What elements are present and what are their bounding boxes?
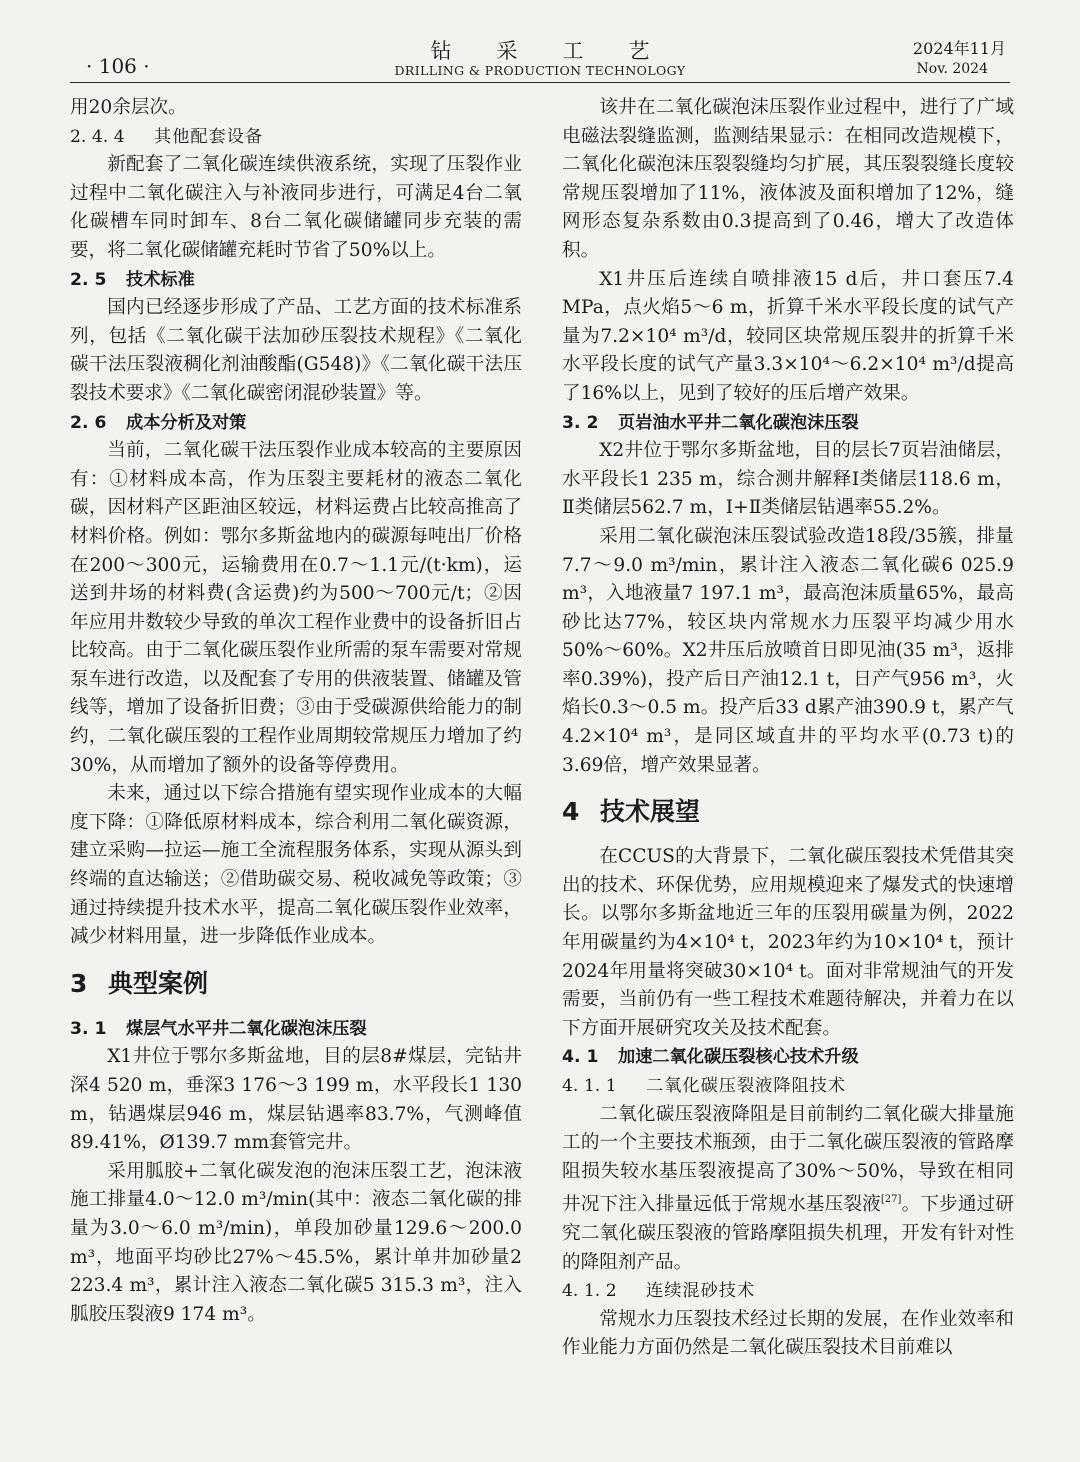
section-heading-3-2: [562, 409, 1014, 438]
heading-title: 技术标准: [126, 269, 195, 290]
section-heading-2-6: [70, 409, 522, 438]
paragraph: X1井位于鄂尔多斯盆地，目的层8#煤层，完钻井深4 520 m，垂深3 176～3 199 m，水平段长1 130 m，钻遇煤层946 m，煤层钻遇率83.7%，气测峰值89.41%，Ø139.7 mm套管完井。: [70, 1046, 522, 1154]
heading-title: 煤层气水平井二氧化碳泡沫压裂: [126, 1018, 367, 1039]
heading-number: 4. 1. 1: [562, 1076, 617, 1096]
heading-number: 4: [562, 797, 580, 827]
paragraph: X2井位于鄂尔多斯盆地，目的层长7页岩油储层，水平段长1 235 m，综合测井解释Ⅰ类储层118.6 m，Ⅱ类储层562.7 m，Ⅰ+Ⅱ类储层钻遇率55.2%。: [562, 440, 1014, 519]
heading-number: 3. 2: [562, 412, 599, 433]
heading-number: 2. 4. 4: [70, 126, 125, 147]
heading-number: 3: [70, 968, 88, 998]
heading-title: 二氧化碳压裂液降阻技术: [646, 1076, 847, 1096]
heading-number: 4. 1. 2: [562, 1281, 617, 1302]
paragraph: 该井在二氧化碳泡沫压裂作业过程中，进行了广域电磁法裂缝监测，监测结果显示：在相同改造规模下，二氧化化碳泡沫压裂裂缝均匀扩展，其压裂裂缝长度较常规压裂增加了11%，液体波及面积增加了12%，缝网形态复杂系数由0.3提高到了0.46，增大了改造体积。: [562, 97, 1014, 261]
paragraph: 采用二氧化碳泡沫压裂试验改造18段/35簇，排量7.7～9.0 m³/min，累计注入液态二氧化碳6 025.9 m³，入地液量7 197.1 m³，最高泡沫质量65%，最高砂比达77%，较区块内常规水力压裂平均减少用水50%～60%。X2井压后放喷首日即见油(35 m³，返排率0.39%)，投产后日产油12.1 t，日产气956 m³，火焰长0.3～0.5 m。投产后33 d累产油390.9 t，累产气4.2×10⁴ m³，是同区域直井的平均水平(0.73 t)的3.69倍，增产效果显著。: [562, 525, 1014, 776]
paragraph: 国内已经逐步形成了产品、工艺方面的技术标准系列，包括《二氧化碳干法加砂压裂技术规程》《二氧化碳干法压裂液稠化剂油酸酯(G548)》《二氧化碳干法压裂技术要求》《二氧化碳密闭混砂装置》等。: [70, 297, 522, 404]
paragraph: X1井压后连续自喷排液15 d后，井口套压7.4 MPa，点火焰5～6 m，折算千米水平段长度的试气产量为7.2×10⁴ m³/d，较同区块常规压裂井的折算千米水平段长度的试气产量3.3×10⁴～6.2×10⁴ m³/d提高了16%以上，见到了较好的压后增产效果。: [562, 268, 1014, 404]
right-column: [562, 94, 1014, 1363]
left-column: [70, 94, 522, 1329]
paragraph: 未来，通过以下综合措施有望实现作业成本的大幅度下降：①降低原材料成本，综合利用二氧化碳资源，建立采购—拉运—施工全流程服务体系，实现从源头到终端的直达输送；②借助碳交易、税收减免等政策；③通过持续提升技术水平，提高二氧化碳压裂作业效率，减少材料用量，进一步降低作业成本。: [70, 783, 522, 948]
subsection-heading-4-1-1: [562, 1072, 1014, 1101]
citation-reference[interactable]: [27]: [880, 1194, 902, 1206]
heading-number: 2. 6: [70, 412, 107, 433]
heading-number: 2. 5: [70, 269, 107, 290]
paragraph: 新配套了二氧化碳连续供液系统，实现了压裂作业过程中二氧化碳注入与补液同步进行，可满足4台二氧化碳槽车同时卸车、8台二氧化碳储罐同步充装的需要，将二氧化碳储罐充耗时节省了50%以上。: [70, 154, 522, 261]
heading-title: 典型案例: [108, 968, 209, 998]
section-heading-2-5: [70, 266, 522, 295]
paragraph-text: 二氧化碳压裂液降阻是目前制约二氧化碳大排量施工的一个主要技术瓶颈，由于二氧化碳压裂液的管路摩阻损失较水基压裂液提高了30%～50%，导致在相同井况下注入排量远低于常规水基压裂液: [562, 1103, 1014, 1216]
chapter-heading-3: [70, 968, 522, 1000]
section-heading-3-1: [70, 1015, 522, 1044]
paragraph-with-citation: [562, 1101, 1014, 1278]
heading-number: 3. 1: [70, 1018, 107, 1039]
issue-date-cn: 2024年11月: [912, 39, 1006, 58]
journal-title-cn: 钻采工艺: [430, 39, 695, 63]
heading-title: 页岩油水平井二氧化碳泡沫压裂: [618, 412, 859, 433]
heading-title: 其他配套设备: [154, 126, 264, 147]
heading-title: 连续混砂技术: [646, 1281, 756, 1302]
page-number: · 106 ·: [86, 54, 150, 78]
subsection-heading-4-1-2: [562, 1277, 1014, 1306]
issue-date-en: Nov. 2024: [916, 61, 988, 77]
section-heading-4-1: [562, 1043, 1014, 1072]
heading-title: 成本分析及对策: [126, 412, 247, 433]
heading-title: 加速二氧化碳压裂核心技术升级: [618, 1047, 859, 1068]
paragraph-continued: 用20余层次。: [70, 97, 187, 118]
paragraph: 在CCUS的大背景下，二氧化碳压裂技术凭借其突出的技术、环保优势，应用规模迎来了爆发式的快速增长。以鄂尔多斯盆地近三年的压裂用碳量为例，2022年用碳量约为4×10⁴ t，2023年约为10×10⁴ t，预计2024年用量将突破30×10⁴ t。面对非常规油气的开发需要，当前仍有一些工程技术难题待解决，并着力在以下方面开展研究攻关及技术配套。: [562, 846, 1014, 1039]
paragraph-text-tail: 。下步通过研究二氧化碳压裂液的管路摩阻损失机理，开发有针对性的降阻剂产品。: [562, 1194, 1014, 1273]
paragraph: 常规水力压裂技术经过长期的发展，在作业效率和作业能力方面仍然是二氧化碳压裂技术目前难以: [562, 1308, 1014, 1359]
journal-title-en: DRILLING & PRODUCTION TECHNOLOGY: [394, 63, 686, 78]
heading-number: 4. 1: [562, 1047, 599, 1068]
paragraph: 采用胍胶+二氧化碳发泡的泡沫压裂工艺，泡沫液施工排量4.0～12.0 m³/min(其中：液态二氧化碳的排量为3.0～6.0 m³/min)，单段加砂量129.6～200.0 m³，地面平均砂比27%～45.5%，累计单井加砂量2 223.4 m³，累计注入液态二氧化碳5 315.3 m³，注入胍胶压裂液9 174 m³。: [70, 1160, 522, 1325]
paragraph: 当前，二氧化碳干法压裂作业成本较高的主要原因有：①材料成本高，作为压裂主要耗材的液态二氧化碳，因材料产区距油区较远，材料运费占比较高推高了材料价格。例如：鄂尔多斯盆地内的碳源每吨出厂价格在200～300元，运输费用在0.7～1.1元/(t·km)，运送到井场的材料费(含运费)约为500～700元/t；②因年应用井数较少导致的单次工程作业费中的设备折旧占比较高。由于二氧化碳压裂作业所需的泵车需要对常规泵车进行改造，以及配套了专用的供液装置、储罐及管线等，增加了设备折旧费；③由于受碳源供给能力的制约，二氧化碳压裂的工程作业周期较常规压力增加了约30%，从而增加了额外的设备等停费用。: [70, 440, 522, 776]
running-header: [70, 30, 1010, 83]
chapter-heading-4: [562, 796, 1014, 828]
subsection-heading-2-4-4: [70, 123, 522, 152]
heading-title: 技术展望: [600, 797, 701, 827]
